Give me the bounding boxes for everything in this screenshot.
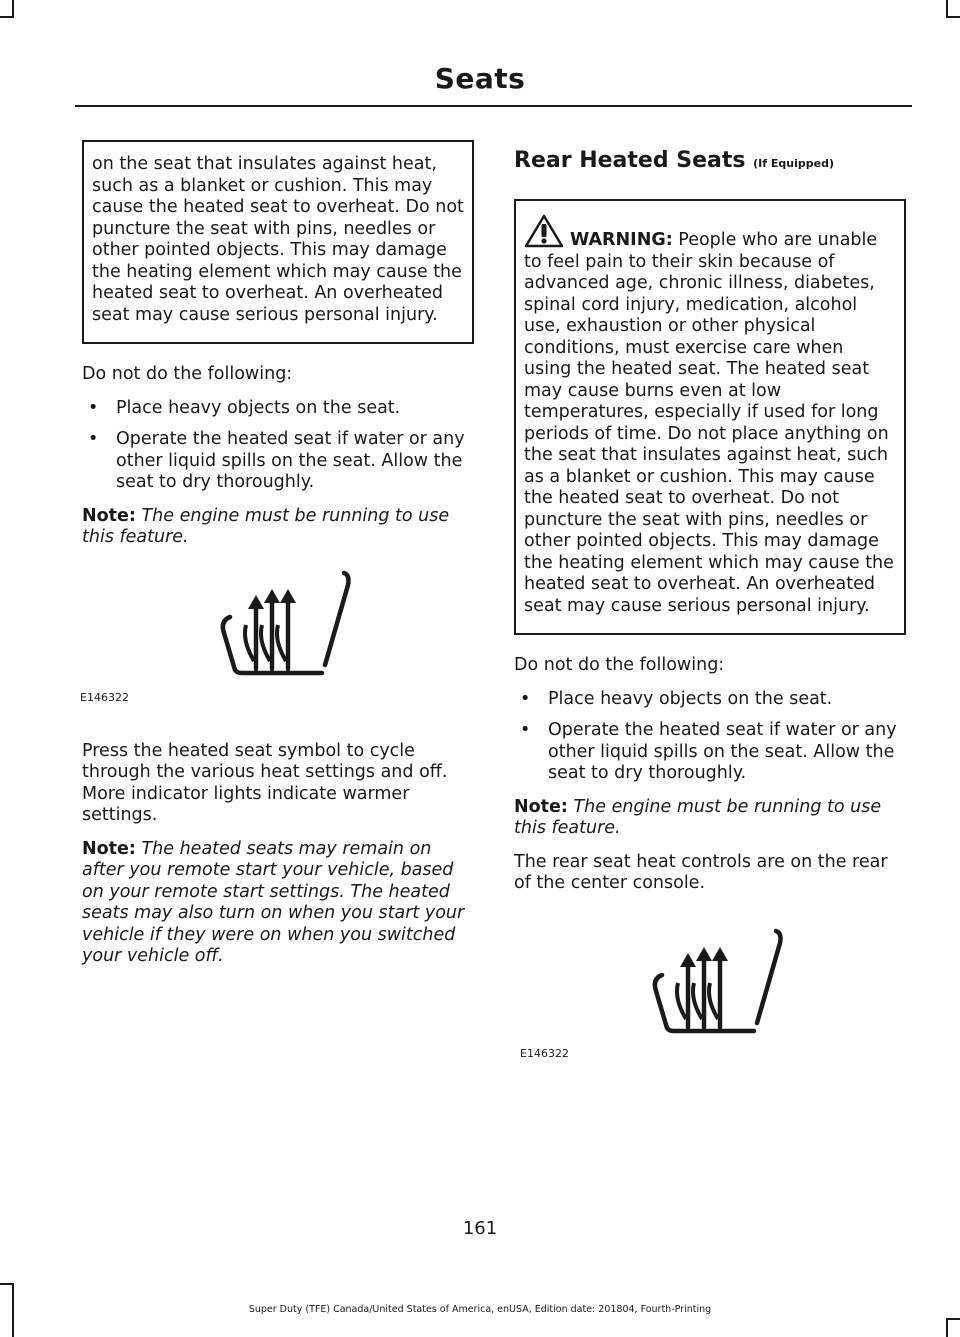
figure-heated-seat [514, 907, 906, 1087]
section-tag: (If Equipped) [753, 157, 834, 170]
bullet-glyph: • [88, 429, 99, 449]
bullet-glyph: • [520, 720, 531, 740]
warning-triangle-icon [524, 213, 564, 249]
crop-mark [0, 1283, 14, 1285]
warning-label: WARNING: [570, 230, 673, 250]
warning-continued-text: on the seat that insulates against heat, such as a blanket or cushion. This may cause the heated seat to overheat. Do not puncture the seat with pins, needles or other pointed objects. This may damage the heating element which may cause the heated seat to overheat. An overheated seat may cause serious personal injury. [92, 154, 464, 325]
edition-info: Super Duty (TFE) Canada/United States of America, enUSA, Edition date: 201804, Fourth-Printing [248, 1304, 712, 1315]
press-instruction: Press the heated seat symbol to cycle through the various heat settings and off. More indicator lights indicate warmer settings. [82, 740, 448, 825]
bullet-list [514, 689, 906, 785]
crop-mark [946, 1318, 960, 1320]
right-column [514, 140, 906, 1087]
note [82, 506, 474, 549]
warning-text [524, 213, 896, 617]
list-item-text: Place heavy objects on the seat. [116, 397, 401, 418]
intro-text: Do not do the following: [514, 655, 725, 675]
note-text: The engine must be running to use this feature. [82, 505, 450, 547]
figure-code: E146322 [520, 1046, 569, 1060]
location-text: The rear seat heat controls are on the rear of the center console. [514, 851, 888, 893]
list-item-text: Operate the heated seat if water or any other liquid spills on the seat. Allow the seat to dry thoroughly. [548, 720, 897, 783]
header-divider [75, 105, 912, 107]
note-label: Note: [82, 505, 136, 526]
list-item [514, 689, 906, 711]
warning-box [514, 199, 906, 635]
figure-heated-seat [82, 561, 474, 741]
heated-seat-icon [220, 569, 356, 679]
note-text: The engine must be running to use this feature. [514, 796, 882, 838]
list-item [82, 398, 474, 420]
note-text: The heated seats may remain on after you remote start your vehicle, based on your remote start settings. The heated seats may also turn on when you start your vehicle if they were on when you switched your vehicle off. [82, 838, 465, 966]
list-item [514, 720, 906, 785]
section-title [514, 148, 906, 173]
list-item-text: Place heavy objects on the seat. [548, 688, 833, 709]
list-item-text: Operate the heated seat if water or any other liquid spills on the seat. Allow the seat to dry thoroughly. [116, 429, 465, 492]
note [82, 839, 474, 968]
crop-mark [946, 1318, 948, 1337]
page-title: Seats [434, 62, 526, 95]
note [514, 797, 906, 840]
note-label: Note: [82, 838, 136, 859]
note-label: Note: [514, 796, 568, 817]
intro-text: Do not do the following: [82, 364, 293, 384]
warning-body: People who are unable to feel pain to their skin because of advanced age, chronic illness, diabetes, spinal cord injury, medication, alcohol use, exhaustion or other physical conditions, must exercise care when using the heated seat. The heated seat may cause burns even at low temperatures, especially if used for long periods of time. Do not place anything on the seat that insulates against heat, such as a blanket or cushion. This may cause the heated seat to overheat. Do not puncture the seat with pins, needles or other pointed objects. This may damage the heating element which may cause the heated seat to overheat. An overheated seat may cause serious personal injury. [524, 230, 894, 616]
left-column [82, 140, 474, 980]
warning-box-continued [82, 140, 474, 344]
bullet-glyph: • [520, 688, 531, 709]
section-title-text: Rear Heated Seats [514, 148, 746, 173]
figure-code: E146322 [80, 690, 129, 704]
bullet-list [82, 398, 474, 494]
crop-mark [946, 16, 960, 18]
page-number: 161 [462, 1218, 498, 1239]
crop-mark [0, 16, 14, 18]
list-item [82, 429, 474, 494]
heated-seat-icon [652, 927, 788, 1037]
bullet-glyph: • [88, 397, 99, 418]
